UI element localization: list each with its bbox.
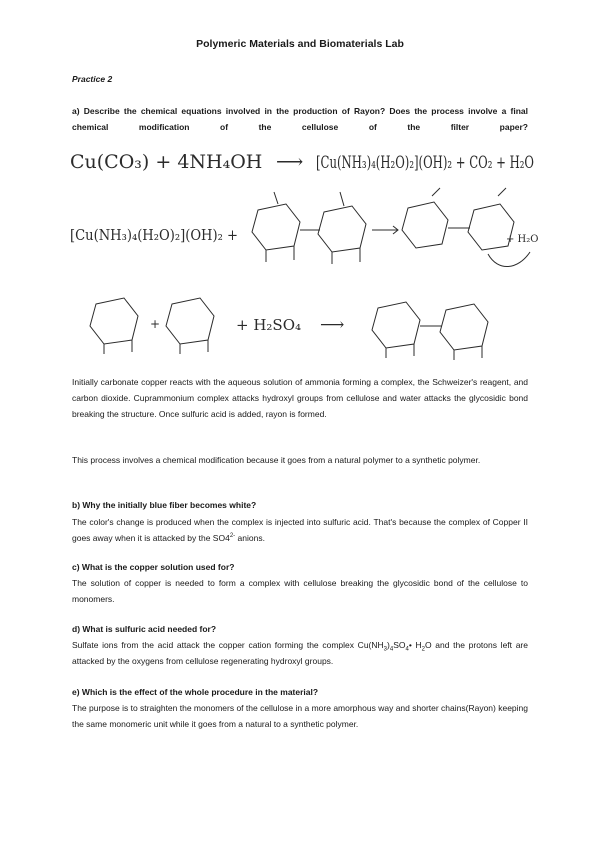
- question-e-heading: e) Which is the effect of the whole procedure in the material?: [72, 687, 319, 697]
- question-d-heading: d) What is sulfuric acid needed for?: [72, 624, 217, 634]
- equation-3-arrow: ⟶: [320, 315, 345, 335]
- question-a-heading: a) Describe the chemical equations involved in the production of Rayon? Does the process involve a final chemical modification of the cellulose of the filter paper?: [72, 106, 528, 132]
- equation-2-complex: [Cu(NH₃)₄(H₂O)₂](OH)₂ +: [70, 226, 238, 244]
- practice-label: Practice 2: [72, 74, 113, 84]
- equation-1-products: [Cu(NH₃)₄(H₂O)₂](OH)₂ + CO₂ + H₂O: [316, 153, 534, 173]
- arrow-1: [372, 226, 398, 234]
- question-b-answer: The color's change is produced when the complex is injected into sulfuric acid. That's because the complex of Copper II goes away when it is attacked by the $SO4^{2-}$ anions.: [72, 517, 528, 543]
- document-title: Polymeric Materials and Biomaterials Lab: [196, 38, 404, 50]
- equation-3-plus: +: [150, 317, 161, 331]
- copper-cellulose-unit-2: [166, 298, 214, 354]
- cellulose-dimer-structure: [252, 192, 366, 264]
- copper-cellulose-unit-1: [90, 298, 138, 354]
- equation-1-arrow: ⟶: [276, 151, 304, 173]
- handwritten-equation-1: [68, 140, 538, 180]
- equation-1-reactants: Cu(CO₃) + 4NH₄OH: [70, 151, 263, 173]
- handwritten-equation-2: [68, 182, 538, 282]
- question-c-answer: The solution of copper is needed to form a complex with cellulose breaking the glycosidic bond of the cellulose to monomers.: [72, 578, 528, 604]
- question-a-answer-2: This process involves a chemical modification because it goes from a natural polymer to a synthetic polymer.: [72, 455, 481, 465]
- cuprammonium-cellulose-structure: [402, 188, 530, 267]
- question-a-answer-1: Initially carbonate copper reacts with the aqueous solution of ammonia forming a complex, the Schweizer's reagent, and carbon dioxide. Cuprammonium complex attacks hydroxyl groups from cellulose and water attacks the glycosidic bond breaking the structure. Once sulfuric acid is added, rayon is formed.: [72, 377, 528, 419]
- equation-2-water: + H₂O: [506, 234, 538, 245]
- rayon-structure: [372, 302, 488, 360]
- question-d-answer: Sulfate ions from the acid attack the copper cation forming the complex $Cu(NH_3)_4SO_4•$ $H_2O$ and the protons left are attacked by the oxygens from cellulose regenerating hydroxyl groups.: [72, 640, 528, 666]
- question-e-answer: The purpose is to straighten the monomers of the cellulose in a more amorphous way and shorter chains(Rayon) keeping the same monomeric unit while it goes from a natural to a synthetic polymer.: [72, 703, 528, 729]
- handwritten-equation-3: [68, 288, 538, 363]
- question-c-heading: c) What is the copper solution used for?: [72, 562, 235, 572]
- equation-3-sulfuric-acid: + H₂SO₄: [236, 316, 302, 334]
- question-b-heading: b) Why the initially blue fiber becomes white?: [72, 500, 257, 510]
